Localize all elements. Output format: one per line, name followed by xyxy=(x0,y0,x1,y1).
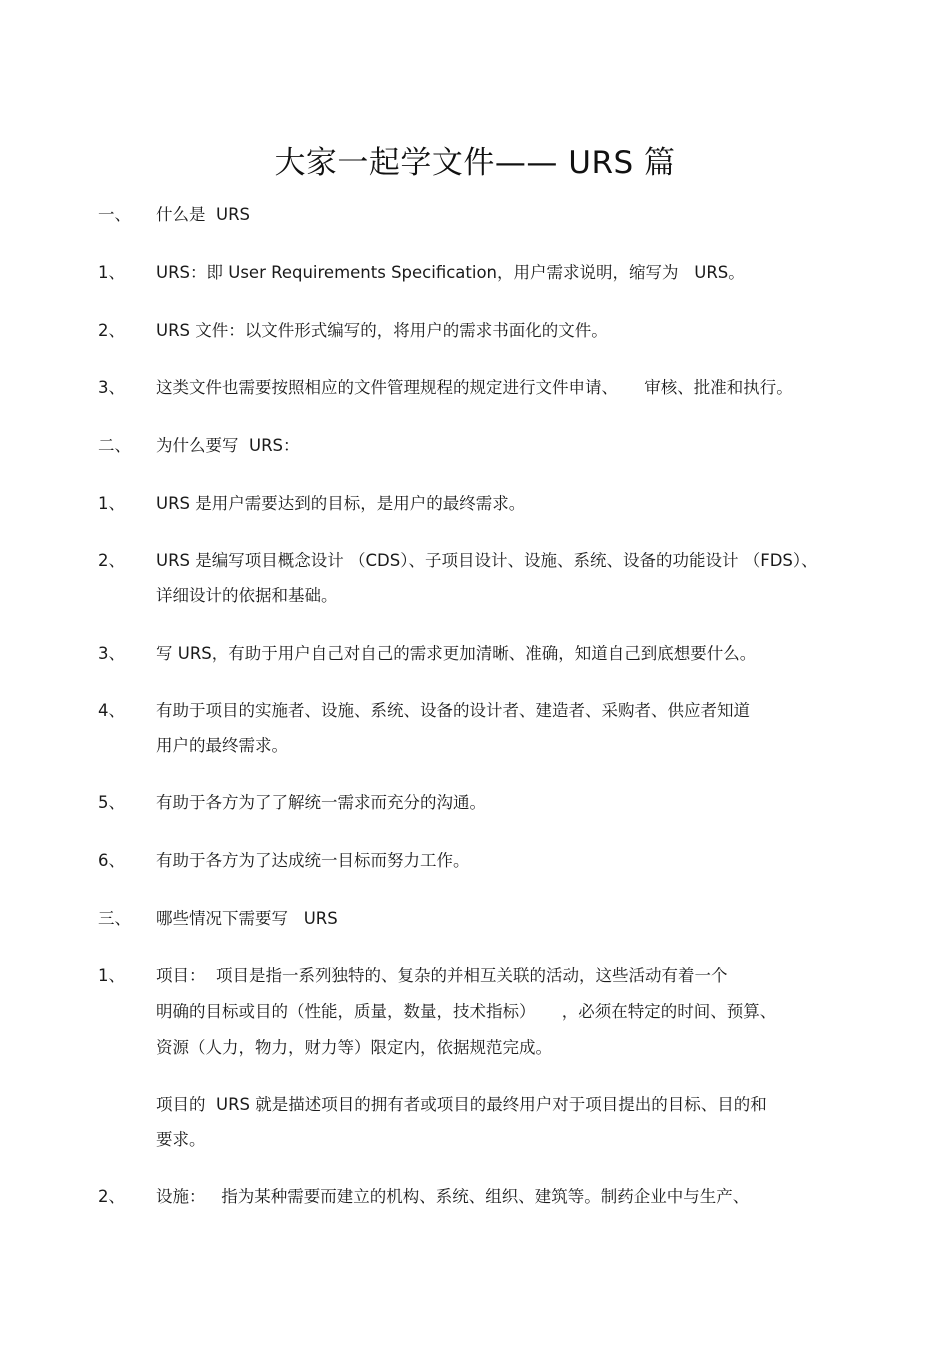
item-text: 项目： 项目是指一系列独特的、复杂的并相互关联的活动，这些活动有着一个 xyxy=(156,966,728,985)
item-text: 哪些情况下需要写 URS xyxy=(156,909,338,928)
item-text: 写 URS，有助于用户自己对自己的需求更加清晰、准确，知道自己到底想要什么。 xyxy=(156,644,757,663)
item-number: 3、 xyxy=(98,644,125,663)
item-number: 二、 xyxy=(98,436,131,455)
item-number: 2、 xyxy=(98,551,125,570)
item-text: 详细设计的依据和基础。 xyxy=(156,586,338,605)
item-number: 5、 xyxy=(98,793,125,812)
item-number: 1、 xyxy=(98,494,125,513)
item-number: 1、 xyxy=(98,966,125,985)
item-number: 2、 xyxy=(98,1187,125,1206)
item-text: URS 文件：以文件形式编写的，将用户的需求书面化的文件。 xyxy=(156,321,608,340)
item-text: 什么是 URS xyxy=(156,205,251,224)
item-text: 要求。 xyxy=(156,1130,206,1149)
item-text: 设施： 指为某种需要而建立的机构、系统、组织、建筑等。制药企业中与生产、 xyxy=(156,1187,750,1206)
item-text: 有助于项目的实施者、设施、系统、设备的设计者、建造者、采购者、供应者知道 xyxy=(156,701,750,720)
item-text: 用户的最终需求。 xyxy=(156,736,288,755)
item-text: 项目的 URS 就是描述项目的拥有者或项目的最终用户对于项目提出的目标、目的和 xyxy=(156,1095,767,1114)
item-text: URS：即 User Requirements Specification，用户需求说明，缩写为 URS。 xyxy=(156,263,745,282)
item-text: 资源（人力，物力，财力等）限定内，依据规范完成。 xyxy=(156,1038,552,1057)
item-number: 4、 xyxy=(98,701,125,720)
item-number: 6、 xyxy=(98,851,125,870)
item-number: 2、 xyxy=(98,321,125,340)
item-text: URS 是用户需要达到的目标，是用户的最终需求。 xyxy=(156,494,526,513)
item-text: 这类文件也需要按照相应的文件管理规程的规定进行文件申请、 审核、批准和执行。 xyxy=(156,378,793,397)
item-text: URS 是编写项目概念设计 （CDS）、子项目设计、设施、系统、设备的功能设计 （FDS）、 xyxy=(156,551,818,570)
item-number: 一、 xyxy=(98,205,131,224)
item-number: 1、 xyxy=(98,263,125,282)
page-title: 大家一起学文件—— URS 篇 xyxy=(274,145,676,181)
item-text: 为什么要写 URS： xyxy=(156,436,300,455)
item-number: 3、 xyxy=(98,378,125,397)
item-text: 明确的目标或目的（性能，质量，数量，技术指标） ，必须在特定的时间、预算、 xyxy=(156,1002,777,1021)
item-text: 有助于各方为了了解统一需求而充分的沟通。 xyxy=(156,793,486,812)
item-text: 有助于各方为了达成统一目标而努力工作。 xyxy=(156,851,470,870)
item-number: 三、 xyxy=(98,909,131,928)
